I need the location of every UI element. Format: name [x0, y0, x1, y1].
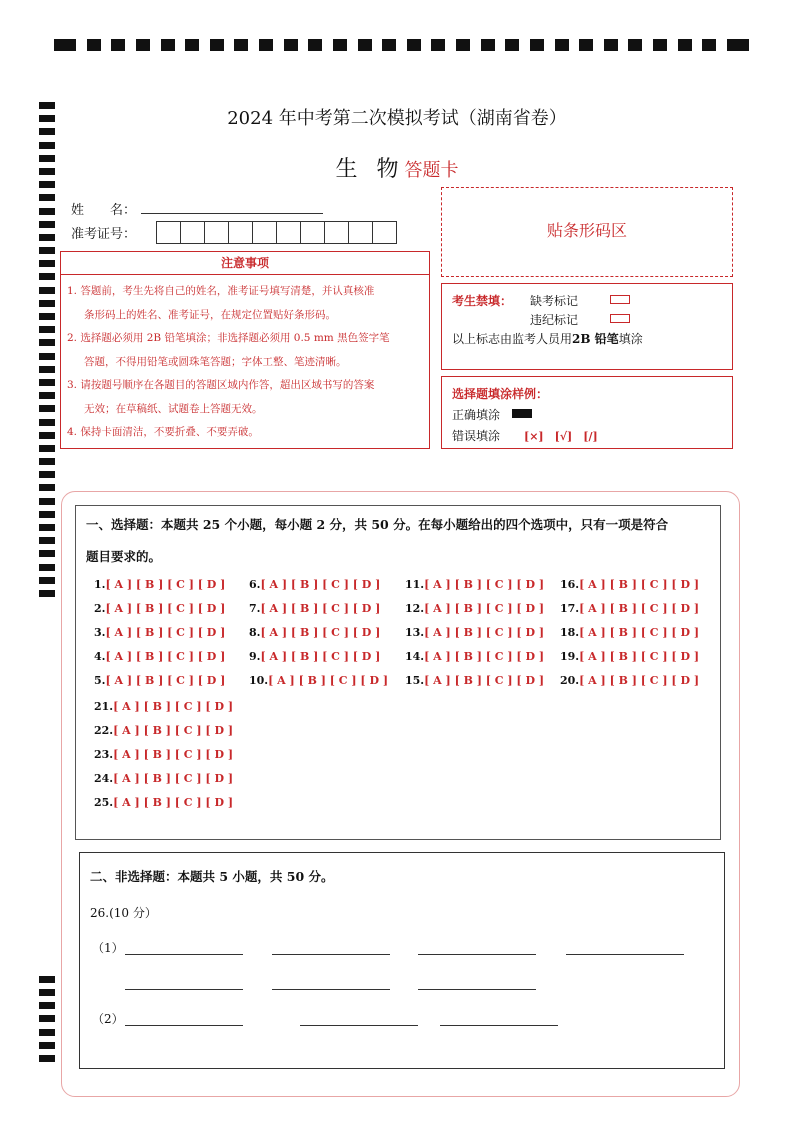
correct-fill-label: 正确填涂 [452, 408, 501, 422]
sample-label: 选择题填涂样例： [452, 387, 549, 401]
answer-line[interactable] [440, 1025, 558, 1026]
question-number: 19. [560, 650, 580, 663]
answer-line[interactable] [125, 954, 243, 955]
correct-fill-mark [512, 409, 532, 418]
answer-options[interactable]: [ A ] [ B ] [ C ] [ D ] [260, 578, 381, 591]
answer-line[interactable] [125, 989, 243, 990]
choice-question[interactable] [560, 650, 699, 663]
violation-mark-box[interactable] [610, 314, 630, 323]
choice-question[interactable] [94, 700, 233, 713]
question-number: 8. [249, 626, 261, 639]
choice-question[interactable] [249, 650, 380, 663]
answer-options[interactable]: [ A ] [ B ] [ C ] [ D ] [260, 626, 381, 639]
question-number: 3. [94, 626, 106, 639]
answer-options[interactable]: [ A ] [ B ] [ C ] [ D ] [105, 674, 226, 687]
choice-question[interactable] [249, 578, 380, 591]
question-number: 16. [560, 578, 580, 591]
choice-question[interactable] [94, 772, 233, 785]
wrong-fill-label: 错误填涂 [452, 429, 501, 443]
answer-line[interactable] [272, 989, 390, 990]
answer-options[interactable]: [ A ] [ B ] [ C ] [ D ] [424, 578, 545, 591]
answer-options[interactable]: [ A ] [ B ] [ C ] [ D ] [268, 674, 389, 687]
choice-question[interactable] [94, 674, 225, 687]
answer-line[interactable] [125, 1025, 243, 1026]
question-number: 4. [94, 650, 106, 663]
top-timing-marks [54, 39, 749, 51]
answer-options[interactable]: [ A ] [ B ] [ C ] [ D ] [424, 650, 545, 663]
choice-question[interactable] [94, 796, 233, 809]
part-1-label: （1） [92, 941, 124, 955]
id-number-boxes[interactable] [156, 221, 396, 244]
question-number: 24. [94, 772, 114, 785]
question-number: 6. [249, 578, 261, 591]
id-label: 准考证号： [71, 227, 137, 242]
answer-options[interactable]: [ A ] [ B ] [ C ] [ D ] [105, 650, 226, 663]
choice-question[interactable] [94, 650, 225, 663]
choice-question[interactable] [405, 626, 544, 639]
barcode-area: 贴条形码区 [441, 187, 733, 277]
answer-line[interactable] [418, 954, 536, 955]
answer-options[interactable]: [ A ] [ B ] [ C ] [ D ] [579, 626, 700, 639]
notice-box [60, 251, 430, 449]
answer-line[interactable] [300, 1025, 418, 1026]
name-field[interactable] [141, 213, 323, 214]
answer-options[interactable]: [ A ] [ B ] [ C ] [ D ] [105, 626, 226, 639]
question-number: 11. [405, 578, 425, 591]
question-number: 13. [405, 626, 425, 639]
question-number: 20. [560, 674, 580, 687]
choice-question[interactable] [405, 578, 544, 591]
answer-options[interactable]: [ A ] [ B ] [ C ] [ D ] [113, 772, 234, 785]
choice-question[interactable] [94, 748, 233, 761]
section1-title-line1: 一、选择题：本题共 25 个小题，每小题 2 分，共 50 分。在每小题给出的四个选项中，只有一项是符合 [86, 517, 669, 532]
question-number: 12. [405, 602, 425, 615]
question-number: 1. [94, 578, 106, 591]
question-number: 25. [94, 796, 114, 809]
answer-options[interactable]: [ A ] [ B ] [ C ] [ D ] [260, 602, 381, 615]
examinee-note: 以上标志由监考人员用2B 铅笔填涂 [452, 332, 643, 346]
answer-line[interactable] [272, 954, 390, 955]
answer-options[interactable]: [ A ] [ B ] [ C ] [ D ] [424, 602, 545, 615]
notice-item: 3. 请按题号顺序在各题目的答题区域内作答，超出区域书写的答案 无效；在草稿纸、试题卷上答题无效。 [67, 379, 375, 415]
notice-item: 2. 选择题必须用 2B 铅笔填涂；非选择题必须用 0.5 mm 黑色签字笔 答题，不得用铅笔或圆珠笔答题；字体工整、笔迹清晰。 [67, 332, 390, 368]
absent-mark-label: 缺考标记 [530, 294, 579, 308]
section1-title-line2: 题目要求的。 [86, 549, 162, 564]
choice-question[interactable] [94, 724, 233, 737]
subject-suffix: 答题卡 [404, 160, 459, 181]
answer-options[interactable]: [ A ] [ B ] [ C ] [ D ] [579, 650, 700, 663]
notice-item: 1. 答题前，考生先将自己的姓名，准考证号填写清楚，并认真核准 条形码上的姓名、准考证号，在规定位置贴好条形码。 [67, 285, 375, 321]
choice-section [75, 505, 721, 840]
fill-sample-box [441, 376, 733, 449]
question-number: 14. [405, 650, 425, 663]
answer-options[interactable]: [ A ] [ B ] [ C ] [ D ] [424, 626, 545, 639]
answer-options[interactable]: [ A ] [ B ] [ C ] [ D ] [105, 602, 226, 615]
question-number: 7. [249, 602, 261, 615]
answer-options[interactable]: [ A ] [ B ] [ C ] [ D ] [424, 674, 545, 687]
choice-question[interactable] [94, 602, 225, 615]
answer-options[interactable]: [ A ] [ B ] [ C ] [ D ] [113, 796, 234, 809]
choice-question[interactable] [249, 626, 380, 639]
question-number: 15. [405, 674, 425, 687]
subject-name: 生 物 [335, 157, 405, 182]
answer-options[interactable]: [ A ] [ B ] [ C ] [ D ] [113, 724, 234, 737]
answer-options[interactable]: [ A ] [ B ] [ C ] [ D ] [113, 748, 234, 761]
question-number: 18. [560, 626, 580, 639]
choice-question[interactable] [94, 578, 225, 591]
name-label: 姓 名： [71, 203, 137, 218]
wrong-fill-marks: [×] [√] [/] [524, 430, 598, 443]
notice-item: 4. 保持卡面清洁，不要折叠、不要弄破。 [67, 426, 259, 438]
answer-options[interactable]: [ A ] [ B ] [ C ] [ D ] [579, 602, 700, 615]
section2-title: 二、非选择题：本题共 5 小题，共 50 分。 [90, 869, 334, 884]
free-response-section [79, 852, 725, 1069]
left-timing-marks-bottom [39, 976, 55, 1062]
question-number: 10. [249, 674, 269, 687]
answer-options[interactable]: [ A ] [ B ] [ C ] [ D ] [260, 650, 381, 663]
exam-title: 2024 年中考第二次模拟考试（湖南省卷） [227, 108, 567, 129]
choice-question[interactable] [405, 602, 544, 615]
question-number: 5. [94, 674, 106, 687]
examinee-marks-box [441, 283, 733, 370]
answer-options[interactable]: [ A ] [ B ] [ C ] [ D ] [579, 674, 700, 687]
answer-options[interactable]: [ A ] [ B ] [ C ] [ D ] [105, 578, 226, 591]
answer-options[interactable]: [ A ] [ B ] [ C ] [ D ] [579, 578, 700, 591]
choice-question[interactable] [94, 626, 225, 639]
question-number: 9. [249, 650, 261, 663]
answer-options[interactable]: [ A ] [ B ] [ C ] [ D ] [113, 700, 234, 713]
choice-question[interactable] [405, 650, 544, 663]
notice-heading: 注意事项 [61, 252, 429, 275]
choice-question[interactable] [249, 602, 380, 615]
choice-question[interactable] [560, 674, 699, 687]
examinee-label: 考生禁填： [452, 294, 513, 308]
question-26-label: 26.(10 分） [90, 906, 157, 920]
choice-question[interactable] [560, 578, 699, 591]
part-2-label: （2） [92, 1012, 124, 1026]
choice-question[interactable] [560, 626, 699, 639]
absent-mark-box[interactable] [610, 295, 630, 304]
question-number: 2. [94, 602, 106, 615]
question-number: 21. [94, 700, 114, 713]
question-number: 23. [94, 748, 114, 761]
subject-title [0, 152, 794, 183]
violation-mark-label: 违纪标记 [530, 313, 579, 327]
choice-question[interactable] [560, 602, 699, 615]
answer-line[interactable] [566, 954, 684, 955]
question-number: 22. [94, 724, 114, 737]
choice-question[interactable] [405, 674, 544, 687]
answer-line[interactable] [418, 989, 536, 990]
choice-question[interactable] [249, 674, 388, 687]
question-number: 17. [560, 602, 580, 615]
